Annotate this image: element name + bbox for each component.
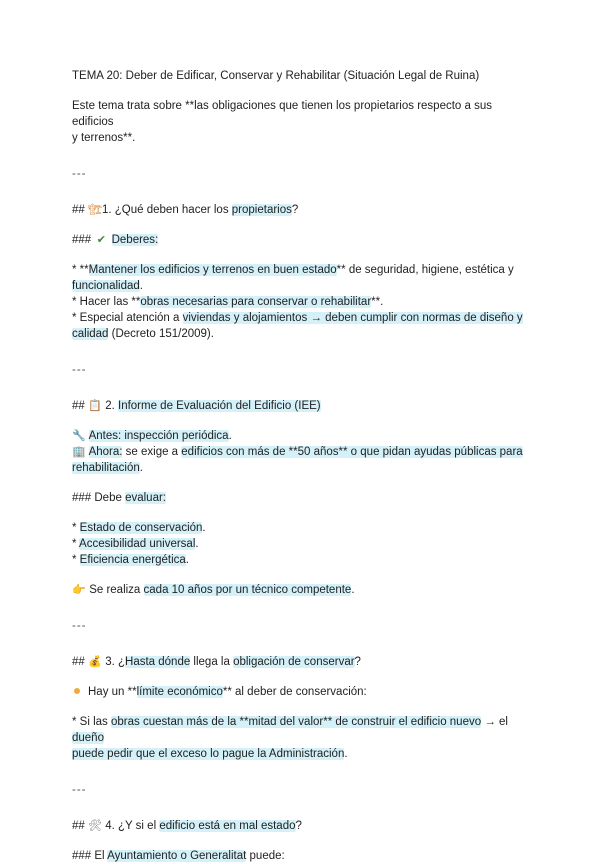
section-1-end: ? [291,204,299,216]
limite-prefix: Hay un ** [88,686,137,698]
section-4-subheading [72,848,530,864]
subheading-text: ### Debe [72,492,126,504]
item-highlight: Accesibilidad universal [79,538,196,550]
building-icon: 🏢 [72,445,86,458]
section-4-heading [72,818,530,834]
section-1-text: 1. ¿Qué deben hacer los [102,204,232,216]
ahora-highlight: Ahora: [88,446,123,458]
section-3-number: 3. ¿ [105,656,126,668]
subheading-marker: ### [72,234,95,246]
evaluar-highlight: evaluar: [125,492,166,504]
limite-line [72,684,530,700]
subheading-text: ### El [72,850,108,862]
list-item [72,294,530,310]
note-end: . [351,584,355,596]
antes-highlight: Antes: inspección periódica [88,430,229,442]
item-end: . [202,522,206,534]
detail-prefix: * Si las [72,716,111,728]
section-3-end: ? [354,656,361,668]
iee-description [72,428,530,476]
section-4-end: ? [295,820,302,832]
section-2-number: 2. [105,400,118,412]
ahora-highlight-3: rehabilitación [72,462,140,474]
heading-marker: ## [72,820,88,832]
section-2-subheading [72,490,530,506]
list-item [72,552,530,568]
divider-3: --- [72,620,87,632]
item-prefix: * Especial atención a [72,312,183,324]
limite-highlight: límite económico [136,686,223,698]
item-highlight: Estado de conservación [79,522,203,534]
detail-highlight-2: dueño [72,732,104,744]
antes-end: . [228,430,232,442]
item-prefix: * [72,554,80,566]
list-item [72,310,530,342]
detail-end: . [344,748,348,760]
ahora-highlight-2: edificios con más de **50 años** o que pidan ayudas públicas para [181,446,523,458]
list-item [72,262,530,294]
crane-icon: 🏗 [88,203,102,216]
divider-1: --- [72,168,87,180]
heading-marker: ## [72,656,88,668]
check-icon: ✔ [96,233,106,246]
limite-detail [72,714,530,762]
intro-line-2: y terrenos**. [72,132,136,144]
item-highlight: obras necesarias para conservar o rehabilitar [140,296,372,308]
section-2-heading [72,398,530,414]
section-3-text: llega la [190,656,234,668]
iee-note [72,582,530,598]
item-prefix: * [72,522,80,534]
section-4-highlight: edificio está en mal estado [159,820,296,832]
ahora-line [72,444,530,476]
intro-line-1: Este tema trata sobre **las obligaciones que tienen los propietarios respecto a sus edificios [72,100,492,128]
ahora-end: . [139,462,143,474]
divider-2: --- [72,364,87,376]
section-4-number: 4. ¿Y si el [105,820,160,832]
heading-marker: ## [72,400,88,412]
item-highlight: calidad [72,328,109,340]
section-3-heading [72,654,530,670]
item-highlight: Eficiencia energética [79,554,186,566]
note-text: Se realiza [86,584,144,596]
document-title: TEMA 20: Deber de Edificar, Conservar y Rehabilitar (Situación Legal de Ruina) [72,70,480,82]
item-prefix: * ** [72,264,89,276]
item-highlight: viviendas y alojamientos → deben cumplir con normas de diseño y [182,312,523,324]
item-end: . [195,538,199,550]
section-3-highlight-1: Hasta dónde [125,656,191,668]
note-highlight: cada 10 años por un técnico competente [143,584,352,596]
section-3-highlight-2: obligación de conservar [233,656,355,668]
detail-highlight: obras cuestan más de la **mitad del valor** de construir el edificio nuevo [111,716,482,728]
pointing-hand-icon: 👉 [72,583,86,596]
item-prefix: * Hacer las ** [72,296,141,308]
item-end: (Decreto 151/2009). [108,328,214,340]
subheading-end: puede: [246,850,285,862]
item-highlight: funcionalidad [72,280,140,292]
evaluar-list [72,520,530,568]
item-highlight: Mantener los edificios y terrenos en buen estado [88,264,337,276]
money-bag-icon: 💰 [88,655,102,668]
wrench-icon: 🔧 [72,429,86,442]
list-item [72,520,530,536]
deberes-list [72,262,530,342]
heading-marker: ## [72,204,88,216]
ayuntamiento-highlight: Ayuntamiento o Generalitat [107,850,247,862]
antes-line [72,428,530,444]
bullet-dot-icon [74,688,80,694]
deberes-label: Deberes: [111,234,159,246]
item-text: ** de seguridad, higiene, estética y [336,264,514,276]
ahora-text: se exige a [122,446,182,458]
item-end: . [185,554,189,566]
limite-text: ** al deber de conservación: [222,686,367,698]
tools-icon: 🛠 [88,819,102,832]
intro-paragraph [72,98,530,146]
clipboard-icon: 📋 [88,399,102,412]
detail-text: → el [481,716,508,728]
divider-4: --- [72,784,87,796]
item-prefix: * [72,538,80,550]
section-1-heading [72,202,530,218]
item-end: **. [371,296,384,308]
detail-highlight-3: puede pedir que el exceso lo pague la Administración [72,748,345,760]
item-end: . [139,280,143,292]
list-item [72,536,530,552]
section-1-subheading [72,232,530,248]
section-1-highlight: propietarios [231,204,292,216]
section-2-highlight: Informe de Evaluación del Edificio (IEE) [118,400,321,412]
